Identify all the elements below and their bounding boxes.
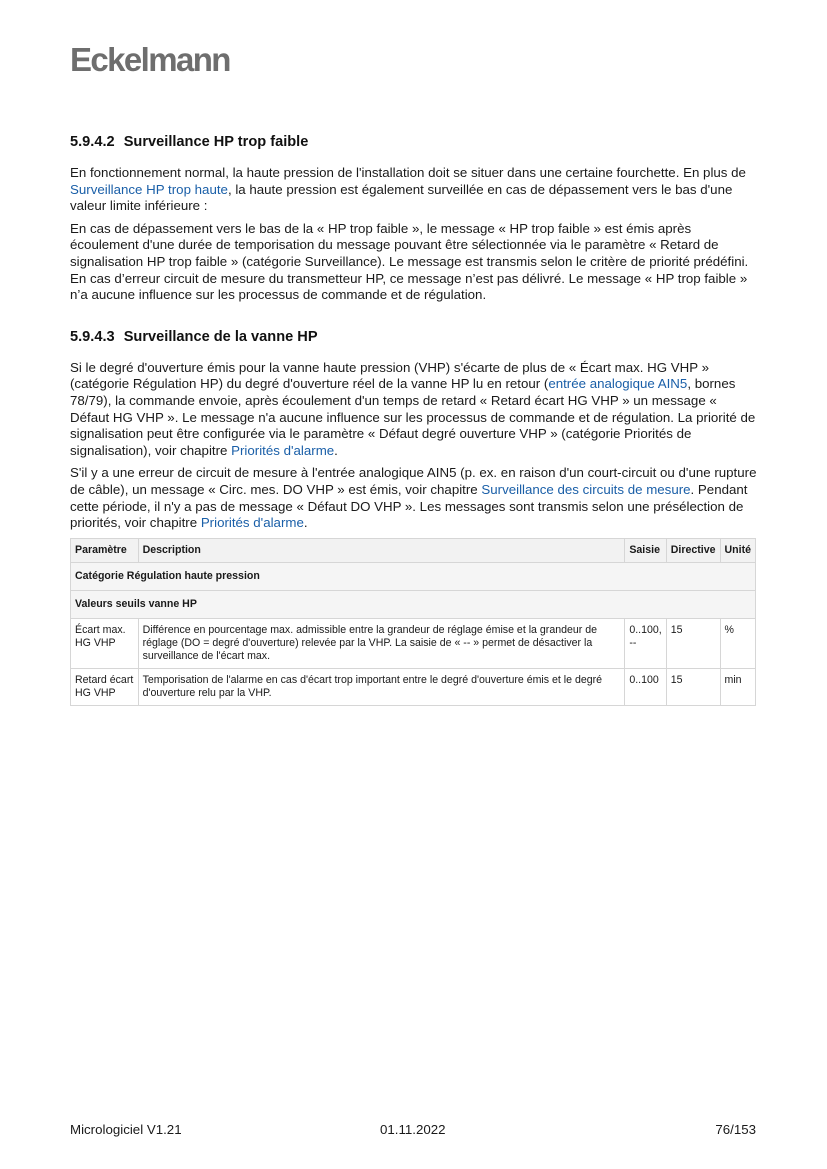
page-footer (70, 1122, 756, 1140)
table-row (71, 668, 756, 705)
text: . (334, 442, 338, 458)
table-row (71, 618, 756, 668)
param-cell: Écart max. HG VHP (71, 618, 139, 668)
link-surveillance-hp-haute[interactable]: Surveillance HP trop haute (70, 181, 228, 197)
paragraph (70, 465, 757, 531)
paragraph: En cas de dépassement vers le bas de la « HP trop faible », le message « HP trop faible » est émis après écoulement d'une durée de temporisation du message pouvant être sélectionnée via le paramètre « Retard de signalisation HP trop faible » (catégorie Surveillance). Le message est transmis selon le critère de priorité prédéfini. En cas d’erreur circuit de mesure du transmetteur HP, ce message n’est pas délivré. Le message « HP trop faible » n’a aucune influence sur les processus de commande et de régulation. (70, 220, 749, 303)
default-cell: 15 (666, 618, 720, 668)
footer-date: 01.11.2022 (380, 1122, 446, 1137)
text: Si le degré d'ouverture émis pour la vanne haute pression (VHP) s'écarte de plus de « Écart max. HG VHP » (catégorie Régulation HP) du degré d'ouverture réel de la vanne HP lu en retour ( (70, 359, 709, 392)
col-header-unit: Unité (720, 538, 756, 562)
link-alarm-priorities[interactable]: Priorités d'alarme (231, 442, 335, 458)
text: , la haute pression est également surveillée en cas de dépassement vers le bas d'une valeur limite inférieure : (70, 181, 733, 214)
table-header-row (71, 538, 756, 562)
input-cell: 0..100 (625, 668, 666, 705)
description-cell: Temporisation de l'alarme en cas d'écart trop important entre le degré d'ouverture émis et le degré d'ouverture relu par la VHP. (138, 668, 625, 705)
link-measuring-circuits[interactable]: Surveillance des circuits de mesure (481, 481, 691, 497)
category-cell: Catégorie Régulation haute pression (71, 562, 756, 590)
parameter-table (70, 538, 756, 706)
text: En fonctionnement normal, la haute pression de l'installation doit se situer dans une certaine fourchette. En plus de (70, 165, 746, 180)
category-row (71, 562, 756, 590)
col-header-parameter: Paramètre (71, 538, 139, 562)
paragraph (70, 360, 757, 460)
text: . (303, 515, 308, 531)
text: S'il y a une erreur de circuit de mesure à l'entrée analogique AIN5 (p. ex. en raison d'un court-circuit ou d'une rupture de câble), un message « Circ. mes. DO VHP » est émis, voir chapitre (70, 465, 757, 497)
section-number: 5.9.4.3 (70, 328, 115, 345)
section-heading-hp-low (70, 133, 757, 151)
subcategory-row (71, 590, 756, 618)
section-heading-valve-hp (70, 328, 757, 346)
link-alarm-priorities[interactable]: Priorités d'alarme (200, 515, 304, 531)
col-header-description: Description (138, 538, 625, 562)
subcategory-cell: Valeurs seuils vanne HP (71, 590, 756, 618)
footer-firmware-version: Micrologiciel V1.21 (70, 1122, 182, 1137)
text: . Pendant cette période, il n'y a pas de message « Défaut DO VHP ». Les messages sont transmis selon une présélection de priorités, voir chapitre (70, 481, 748, 531)
default-cell: 15 (666, 668, 720, 705)
text: , bornes 78/79), la commande envoie, après écoulement d'un temps de retard « Retard écart HG VHP » un message « Défaut HG VHP ». Le message n'a aucune influence sur les processus de commande et de régulation. La priorité de signalisation peut être configurée via le paramètre « Défaut degré ouverture VHP » (catégorie Priorités de signalisation), voir chapitre (70, 376, 756, 458)
paragraph (70, 165, 757, 215)
company-logo: Eckelmann (70, 41, 230, 78)
footer-page-number: 76/153 (715, 1122, 756, 1137)
unit-cell: % (720, 618, 756, 668)
unit-cell: min (720, 668, 756, 705)
input-cell: 0..100, -- (625, 618, 666, 668)
section-title: Surveillance HP trop faible (123, 134, 309, 150)
section-number: 5.9.4.2 (70, 134, 115, 150)
page-content (70, 133, 757, 706)
col-header-default: Directive (666, 538, 720, 562)
param-cell: Retard écart HG VHP (71, 668, 139, 705)
description-cell: Différence en pourcentage max. admissible entre la grandeur de réglage émise et la grandeur de réglage (DO = degré d'ouverture) relevée par la VHP. La saisie de « -- » permet de désactiver la surveillance de l'écart max. (138, 618, 625, 668)
section-title: Surveillance de la vanne HP (123, 328, 318, 345)
col-header-input: Saisie (625, 538, 666, 562)
link-analog-input-ain5[interactable]: entrée analogique AIN5 (548, 376, 688, 392)
